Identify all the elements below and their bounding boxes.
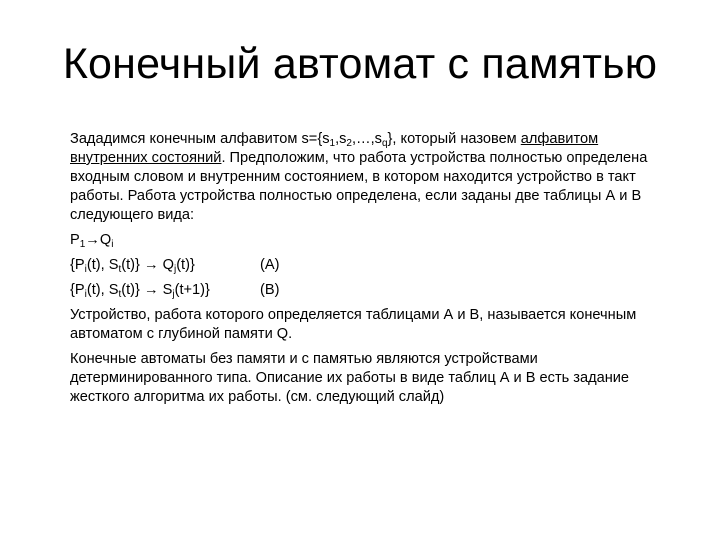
table-a-s-sub: t bbox=[118, 264, 122, 275]
table-a-formula bbox=[70, 256, 260, 275]
table-a-mid: (t), S bbox=[86, 257, 119, 273]
slide-title: Конечный автомат с памятью bbox=[62, 40, 658, 88]
table-b-mid: (t), S bbox=[86, 282, 119, 298]
table-b-arrow: (t)} → S bbox=[121, 282, 173, 298]
intro-text-mid: , который назовем bbox=[392, 131, 521, 147]
intro-text-start: Зададимся конечным алфавитом bbox=[70, 131, 302, 147]
definition-paragraph: Устройство, работа которого определяется таблицами А и В, называется конечным автоматом с глубиной памяти Q. bbox=[70, 307, 637, 342]
conclusion-paragraph: Конечные автоматы без памяти и с памятью являются устройствами детерминированного типа. Описание их работы в виде таблиц А и В есть задание жесткого алгоритма их работы. (см. следующий слайд) bbox=[70, 351, 630, 405]
set-close: } bbox=[387, 131, 393, 147]
table-b-j-sub: j bbox=[172, 289, 175, 300]
table-a-p: {P bbox=[70, 257, 85, 273]
table-a-end: (t)} bbox=[176, 257, 195, 273]
set-open: s={s bbox=[301, 131, 330, 147]
term-internal-states: алфавитом внутренних состояний bbox=[70, 131, 599, 166]
table-a-p-sub: i bbox=[84, 264, 87, 275]
mapping-p-sub: 1 bbox=[79, 239, 86, 250]
table-b-p: {P bbox=[70, 282, 85, 298]
mapping-q-sub: i bbox=[111, 239, 114, 250]
mapping-q: Q bbox=[99, 232, 112, 248]
table-b-line bbox=[70, 281, 660, 300]
table-a-q-sub: j bbox=[173, 264, 177, 275]
slide-body bbox=[70, 130, 660, 407]
set-sub-1: 1 bbox=[329, 138, 336, 149]
table-b-p-sub: i bbox=[84, 289, 87, 300]
mapping-line bbox=[70, 231, 660, 250]
table-b-tag: (В) bbox=[260, 282, 280, 298]
intro-paragraph bbox=[70, 130, 660, 225]
intro-text-end: . Предположим, что работа устройства полностью определена входным словом и внутренним состоянием, в котором находится устройство в такт работы. Работа устройства полностью определена, если заданы две таблицы А и В следующего вида: bbox=[70, 150, 648, 223]
mapping-arrow: → bbox=[85, 232, 100, 248]
set-comma-1: ,s bbox=[335, 131, 347, 147]
set-sub-2: 2 bbox=[346, 138, 352, 149]
set-ellipsis: ,…,s bbox=[351, 131, 382, 147]
mapping-p: P bbox=[70, 232, 80, 248]
table-b-end: (t+1)} bbox=[174, 282, 210, 298]
table-b-s-sub: t bbox=[118, 289, 122, 300]
set-sub-q: q bbox=[381, 138, 388, 149]
table-a-line bbox=[70, 256, 660, 275]
table-a-tag: (А) bbox=[260, 257, 280, 273]
table-a-arrow: (t)} → Q bbox=[121, 257, 174, 273]
table-b-formula bbox=[70, 281, 260, 300]
